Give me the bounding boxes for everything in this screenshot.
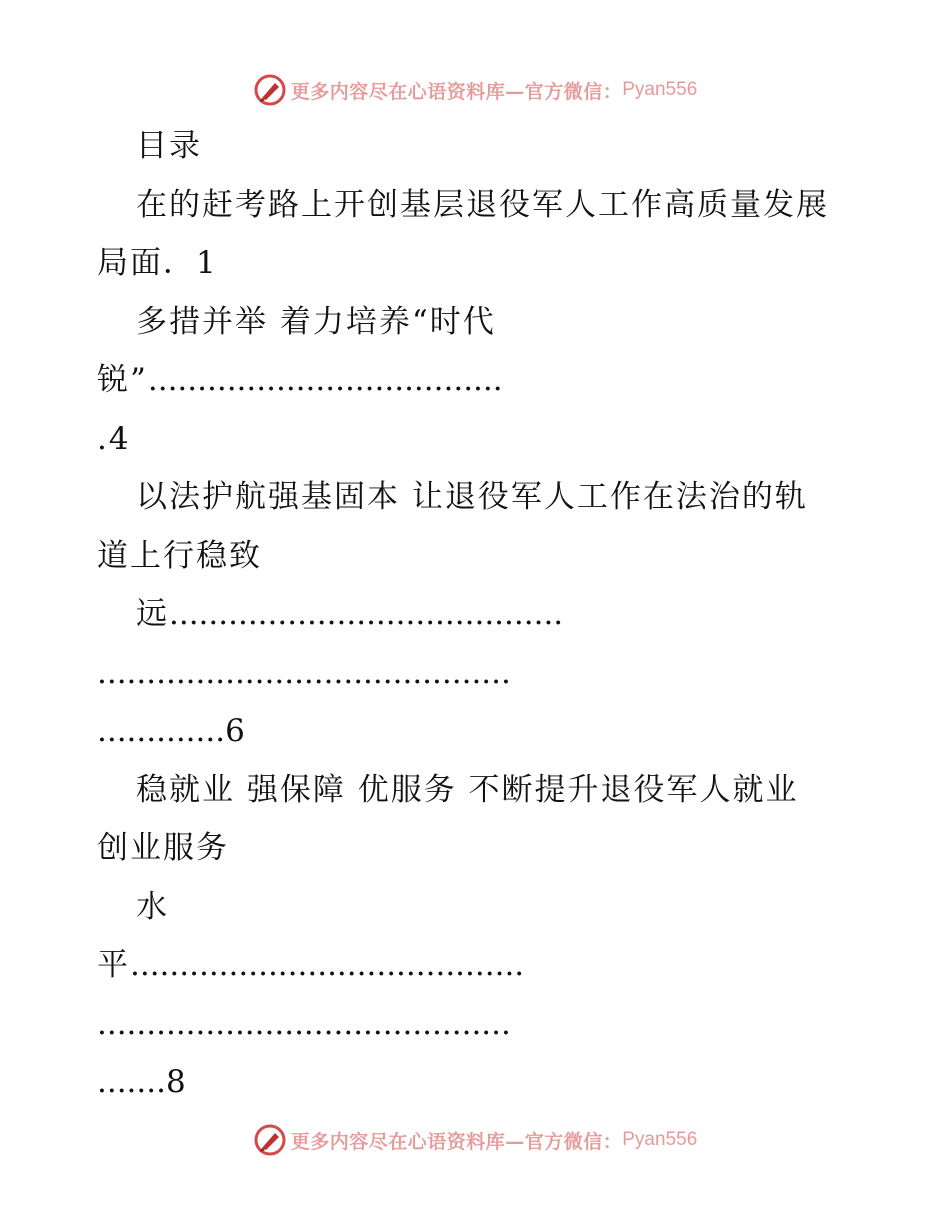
toc-leader-dots: ........................................ [169,596,564,632]
toc-entry-3-line-3 [136,594,563,634]
toc-entry-1-line-1: 在的赶考路上开创基层退役军人工作高质量发展 [136,187,829,223]
toc-entry-4-line-3: 水 [136,889,169,925]
toc-entry-2-text: 锐” [97,362,148,398]
toc-leader-dots: .................................... [147,362,503,398]
footer-banner-id: Pyan556 [622,1129,698,1150]
toc-entry-3-page: 6 [225,713,247,749]
toc-entry-3-line-2: 道上行稳致 [97,538,262,574]
toc-entry-4-line-6 [97,1062,188,1102]
toc-leader-dots: .......................................... [97,655,511,691]
toc-leader-dots: ........................................ [130,947,525,983]
toc-entry-4-text: 平 [97,947,130,983]
header-banner-text: 更多内容尽在心语资料库—官方微信： [290,80,623,103]
toc-entry-4-line-4 [97,945,524,985]
toc-entry-3-line-1: 以法护航强基固本 让退役军人工作在法治的轨 [136,479,808,515]
toc-leader-dots: ............. [97,713,226,749]
toc-entry-4-line-1: 稳就业 强保障 优服务 不断提升退役军人就业 [136,772,799,808]
toc-entry-2-page: .4 [97,421,131,457]
footer-banner-text: 更多内容尽在心语资料库—官方微信： [290,1130,623,1153]
header-banner-id: Pyan556 [622,79,698,100]
toc-entry-1-line-2: 局面．1 [97,245,218,281]
footer-banner [0,1120,950,1160]
toc-entry-2-line-1: 多措并举 着力培养“时代 [136,304,496,340]
toc-entry-3-line-5 [97,711,247,751]
toc-leader-dots: .......................................... [97,1006,511,1042]
toc-entry-3-text: 远 [136,596,169,632]
toc-entry-4-line-2: 创业服务 [97,830,229,866]
toc-leader-dots: ....... [97,1064,166,1100]
toc-entry-4-page: 8 [165,1064,188,1100]
pen-logo-icon [253,73,287,107]
header-banner [0,70,950,110]
toc-entry-2-line-2 [97,360,503,400]
toc-title: 目录 [136,128,202,164]
pen-logo-icon [253,1123,287,1157]
